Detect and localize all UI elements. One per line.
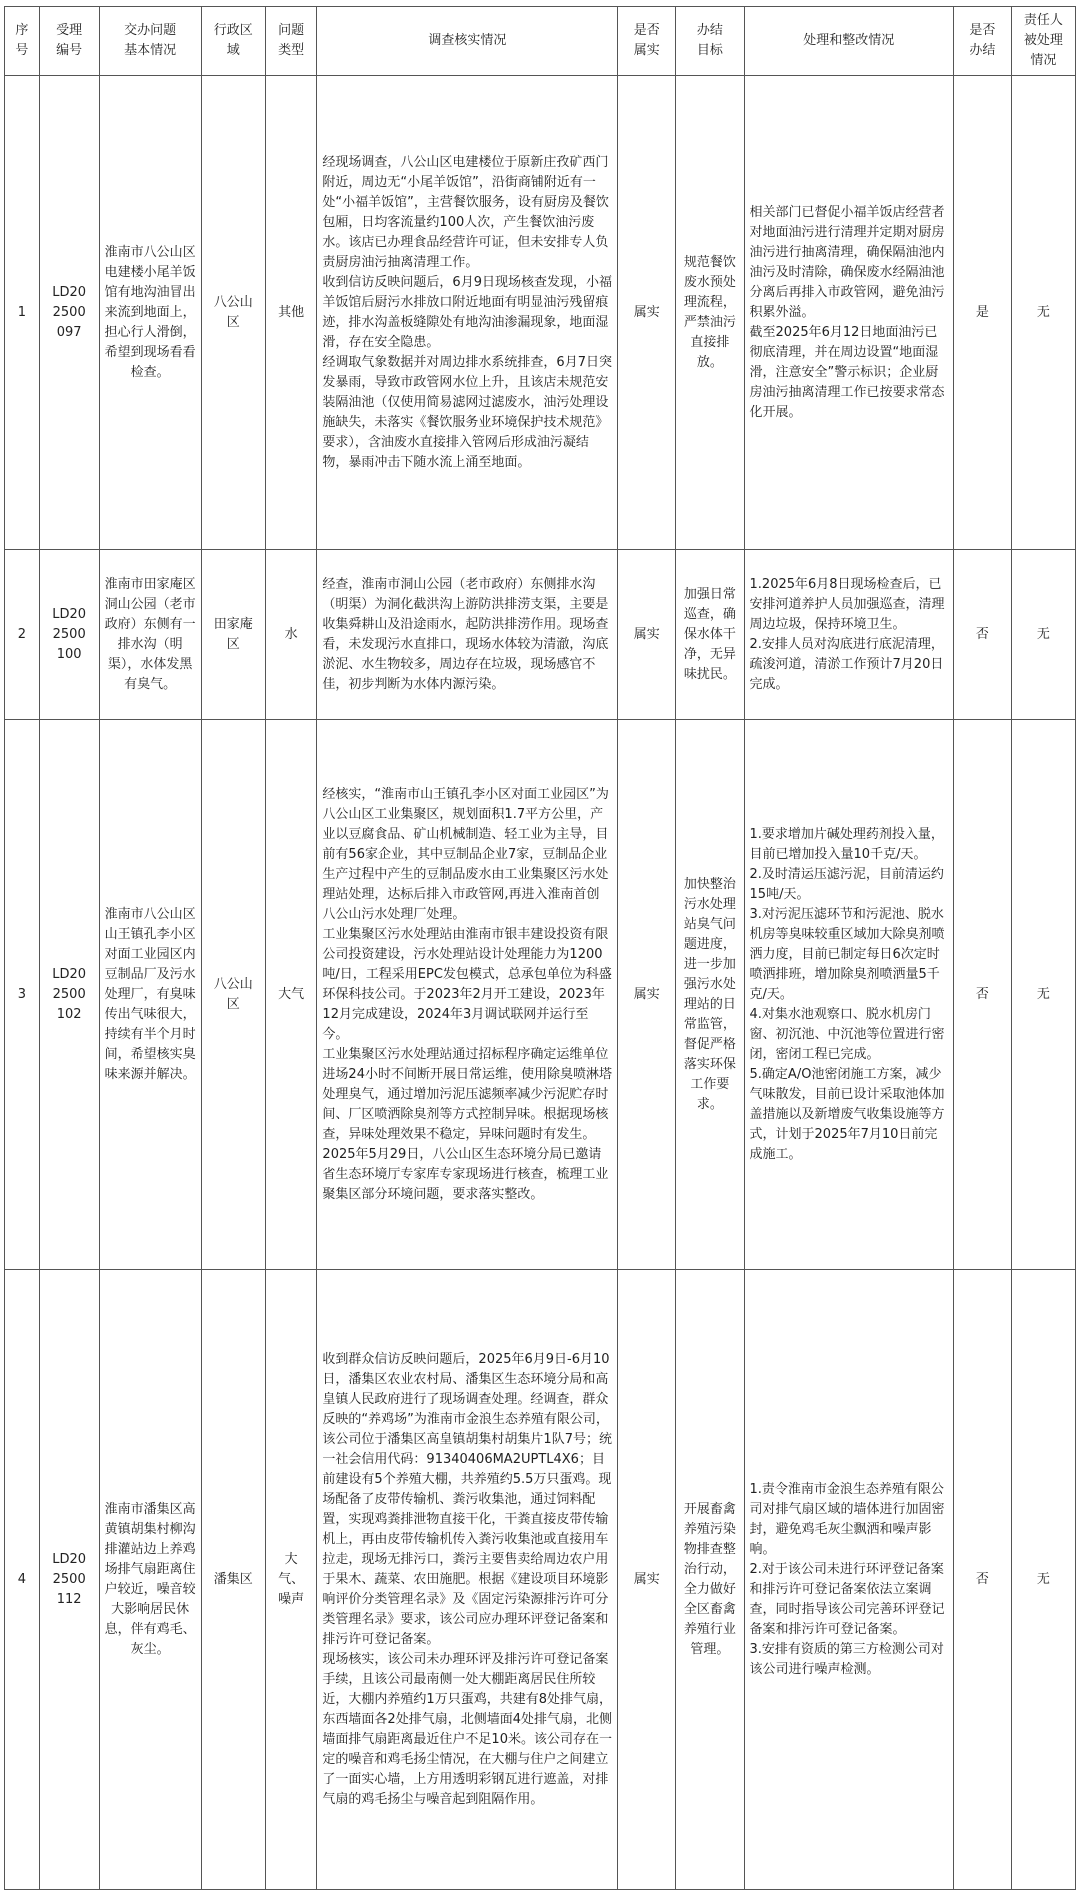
cell-responsible: 无 [1011,76,1075,550]
cell-code: LD20 2500 102 [39,720,99,1270]
cell-responsible: 无 [1011,720,1075,1270]
cell-goal: 加快整治污水处理站臭气问题进度，进一步加强污水处理站的日常监管，督促严格落实环保工作要求。 [676,720,744,1270]
complaint-table [4,6,1076,1890]
header-goal: 办结 目标 [676,7,744,76]
cell-closed: 否 [953,720,1011,1270]
header-district: 行政区 域 [201,7,265,76]
cell-district: 田家庵 区 [201,550,265,720]
cell-verified: 属实 [618,1270,676,1890]
header-verified: 是否 属实 [618,7,676,76]
cell-problem: 淮南市田家庵区洞山公园（老市政府）东侧有一排水沟（明渠），水体发黑有臭气。 [99,550,201,720]
cell-closed: 否 [953,550,1011,720]
cell-verified: 属实 [618,720,676,1270]
cell-rectification: 1.要求增加片碱处理药剂投入量，目前已增加投入量10千克/天。 2.及时清运压滤污泥，目前清运约15吨/天。 3.对污泥压滤环节和污泥池、脱水机房等臭味较重区域加大除臭剂喷洒力度，目前已制定每日6次定时喷洒排班，增加除臭剂喷洒量5千克/天。 4.对集水池观察口、脱水机房门窗、初沉池、中沉池等位置进行密闭，密闭工程已完成。 5.确定A/O池密闭施工方案，减少气味散发，目前已设计采取池体加盖措施以及新增废气收集设施等方式，计划于2025年7月10日前完成施工。 [744,720,953,1270]
cell-verified: 属实 [618,76,676,550]
cell-investigation: 经现场调查，八公山区电建楼位于原新庄孜矿西门附近，周边无“小尾羊饭馆”，沿街商铺附近有一处“小福羊饭馆”，主营餐饮服务，设有厨房及餐饮包厢，日均客流量约100人次，产生餐饮油污废水。该店已办理食品经营许可证，但未安排专人负责厨房油污抽离清理工作。 收到信访反映问题后，6月9日现场核查发现，小福羊饭馆后厨污水排放口附近地面有明显油污残留痕迹，排水沟盖板缝隙处有地沟油渗漏现象，地面湿滑，存在安全隐患。 经调取气象数据并对周边排水系统排查，6月7日突发暴雨，导致市政管网水位上升，且该店未规范安装隔油池（仅使用简易滤网过滤废水，油污处理设施缺失，未落实《餐饮服务业环境保护技术规范》要求），含油废水直接排入管网后形成油污凝结物，暴雨冲击下随水流上涌至地面。 [317,76,618,550]
cell-code: LD20 2500 097 [39,76,99,550]
header-type: 问题 类型 [265,7,317,76]
cell-responsible: 无 [1011,1270,1075,1890]
header-investigation: 调查核实情况 [317,7,618,76]
cell-type: 大气 [265,720,317,1270]
cell-problem: 淮南市潘集区高黄镇胡集村柳沟排灌站边上养鸡场排气扇距离住户较近，噪音较大影响居民休息，伴有鸡毛、灰尘。 [99,1270,201,1890]
cell-investigation: 经查，淮南市洞山公园（老市政府）东侧排水沟（明渠）为洞化截洪沟上游防洪排涝支渠，主要是收集舜耕山及沿途雨水，起防洪排涝作用。现场查看，未发现污水直排口，现场水体较为清澈，沟底淤泥、水生物较多，周边存在垃圾，现场感官不佳，初步判断为水体内源污染。 [317,550,618,720]
cell-goal: 加强日常巡查，确保水体干净，无异味扰民。 [676,550,744,720]
cell-problem: 淮南市八公山区电建楼小尾羊饭馆有地沟油冒出来流到地面上，担心行人滑倒，希望到现场看看检查。 [99,76,201,550]
header-seq: 序 号 [5,7,40,76]
header-closed: 是否 办结 [953,7,1011,76]
table-row [5,76,1076,550]
cell-district: 八公山 区 [201,720,265,1270]
cell-rectification: 1.责令淮南市金浪生态养殖有限公司对排气扇区域的墙体进行加固密封，避免鸡毛灰尘飘洒和噪声影响。 2.对于该公司未进行环评登记备案和排污许可登记备案依法立案调查，同时指导该公司完善环评登记备案和排污许可登记备案。 3.安排有资质的第三方检测公司对该公司进行噪声检测。 [744,1270,953,1890]
cell-verified: 属实 [618,550,676,720]
cell-code: LD20 2500 100 [39,550,99,720]
cell-closed: 是 [953,76,1011,550]
header-code: 受理 编号 [39,7,99,76]
cell-district: 八公山 区 [201,76,265,550]
cell-rectification: 相关部门已督促小福羊饭店经营者对地面油污进行清理并定期对厨房油污进行抽离清理，确保隔油池内油污及时清除，确保废水经隔油池分离后再排入市政管网，避免油污积累外溢。 截至2025年6月12日地面油污已彻底清理，并在周边设置“地面湿滑，注意安全”警示标识；企业厨房油污抽离清理工作已按要求常态化开展。 [744,76,953,550]
header-responsible: 责任人 被处理 情况 [1011,7,1075,76]
cell-seq: 4 [5,1270,40,1890]
cell-goal: 规范餐饮废水预处理流程，严禁油污直接排放。 [676,76,744,550]
cell-district: 潘集区 [201,1270,265,1890]
header-rectification: 处理和整改情况 [744,7,953,76]
table-row [5,720,1076,1270]
header-row [5,7,1076,76]
cell-type: 其他 [265,76,317,550]
table-row [5,550,1076,720]
cell-investigation: 收到群众信访反映问题后，2025年6月9日-6月10日，潘集区农业农村局、潘集区生态环境分局和高皇镇人民政府进行了现场调查处理。经调查，群众反映的“养鸡场”为淮南市金浪生态养殖有限公司，该公司位于潘集区高皇镇胡集村胡集片1队7号；统一社会信用代码：91340406MA2UPTL4X6；目前建设有5个养殖大棚，共养殖约5.5万只蛋鸡。现场配备了皮带传输机、粪污收集池，通过饲料配置，实现鸡粪排泄物直接干化，干粪直接皮带传输机上，再由皮带传输机传入粪污收集池或直接用车拉走，现场无排污口，粪污主要售卖给周边农户用于果木、蔬菜、农田施肥。根据《建设项目环境影响评价分类管理名录》及《固定污染源排污许可分类管理名录》要求，该公司应办理环评登记备案和排污许可登记备案。 现场核实，该公司未办理环评及排污许可登记备案手续，且该公司最南侧一处大棚距离居民住所较近，大棚内养殖约1万只蛋鸡，共建有8处排气扇，东西墙面各2处排气扇，北侧墙面4处排气扇，北侧墙面排气扇距离最近住户不足10米。该公司存在一定的噪音和鸡毛扬尘情况，在大棚与住户之间建立了一面实心墙，上方用透明彩钢瓦进行遮盖，对排气扇的鸡毛扬尘与噪音起到阻隔作用。 [317,1270,618,1890]
cell-seq: 3 [5,720,40,1270]
cell-problem: 淮南市八公山区山王镇孔李小区对面工业园区内豆制品厂及污水处理厂，有臭味传出气味很大，持续有半个月时间，希望核实臭味来源并解决。 [99,720,201,1270]
cell-seq: 2 [5,550,40,720]
cell-type: 水 [265,550,317,720]
cell-investigation: 经核实，“淮南市山王镇孔李小区对面工业园区”为八公山区工业集聚区，规划面积1.7平方公里，产业以豆腐食品、矿山机械制造、轻工业为主导，目前有56家企业，其中豆制品企业7家，豆制品企业生产过程中产生的豆制品废水由工业集聚区污水处理站处理，达标后排入市政管网,再进入淮南首创八公山污水处理厂处理。 工业集聚区污水处理站由淮南市银丰建设投资有限公司投资建设，污水处理站设计处理能力为1200吨/日，工程采用EPC发包模式，总承包单位为科盛环保科技公司。于2023年2月开工建设，2023年12月完成建设，2024年3月调试联网并运行至今。 工业集聚区污水处理站通过招标程序确定运维单位进场24小时不间断开展日常运维，使用除臭喷淋塔处理臭气，通过增加污泥压滤频率减少污泥贮存时间、厂区喷洒除臭剂等方式控制异味。根据现场核查，异味处理效果不稳定，异味问题时有发生。2025年5月29日，八公山区生态环境分局已邀请省生态环境厅专家库专家现场进行核查，梳理工业聚集区部分环境问题，要求落实整改。 [317,720,618,1270]
cell-closed: 否 [953,1270,1011,1890]
cell-code: LD20 2500 112 [39,1270,99,1890]
cell-goal: 开展畜禽养殖污染物排查整治行动，全力做好全区畜禽养殖行业管理。 [676,1270,744,1890]
cell-responsible: 无 [1011,550,1075,720]
cell-type: 大 气、 噪声 [265,1270,317,1890]
header-problem: 交办问题 基本情况 [99,7,201,76]
cell-seq: 1 [5,76,40,550]
table-row [5,1270,1076,1890]
cell-rectification: 1.2025年6月8日现场检查后，已安排河道养护人员加强巡查，清理周边垃圾，保持环境卫生。 2.安排人员对沟底进行底泥清理，疏浚河道，清淤工作预计7月20日完成。 [744,550,953,720]
